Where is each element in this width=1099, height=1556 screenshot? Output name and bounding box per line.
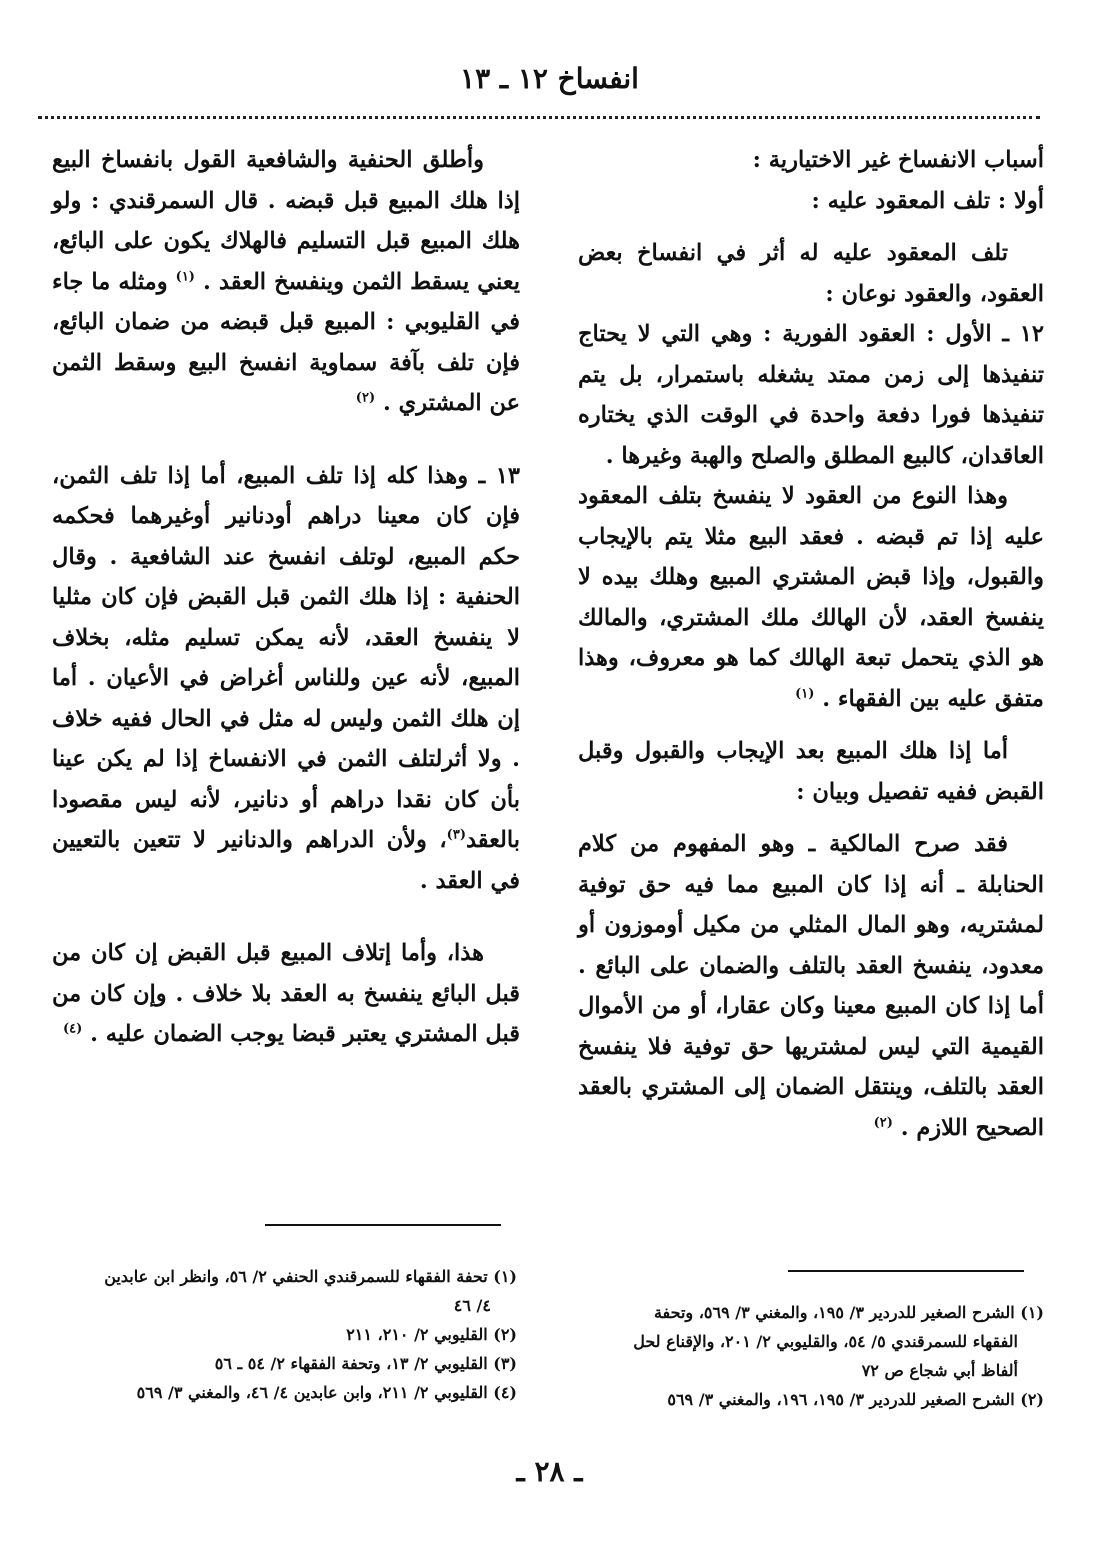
footnote-ref: (١) — [175, 269, 195, 284]
page-number: ـ ٢٨ ـ — [516, 1455, 583, 1488]
right-column — [578, 140, 1044, 1148]
paragraph: فقد صرح المالكية ـ وهو المفهوم من كلام الحنابلة ـ أنه إذا كان المبيع مما فيه حق توفية لمشتريه، وهو المال المثلي من مكيل أوموزون أو معدود، ينفسخ العقد بالتلف والضمان على البائع . أما إذا كان المبيع معينا وكان عقارا، أو من الأموال القيمية التي ليس لمشتريها حق توفية فلا ينفسخ العقد بالتلف، وينتقل الضمان إلى المشتري بالعقد الصحيح اللازم . $^{(٢)}$ — [578, 831, 1044, 1141]
section-heading: أسباب الانفساخ غير الاختيارية : — [752, 147, 1044, 173]
footnote: (٣) القليوبي ٢/ ١٣، وتحفة الفقهاء ٢/ ٥٤ ـ ٥٦ — [214, 1354, 517, 1373]
paragraph: تلف المعقود عليه له أثر في انفساخ بعض العقود، والعقود نوعان : — [578, 240, 1044, 307]
footnote-ref: (١) — [795, 686, 815, 701]
footnote-divider — [265, 1224, 501, 1226]
footnote-ref: (٤) — [62, 1021, 83, 1037]
paragraph: وأطلق الحنفية والشافعية القول بانفساخ البيع إذا هلك المبيع قبل قبضه . قال السمرقندي : ولو هلك المبيع قبل التسليم فالهلاك يكون على البائع، يعني يسقط الثمن وينفسخ العقد . $^{(١)}$ ومثله ما جاء في القليوبي : المبيع قبل قبضه من ضمان البائع، فإن تلف بآفة سماوية انفسخ البيع وسقط الثمن عن المشتري . $^{(٢)}$ — [52, 147, 520, 416]
footnote: الفقهاء للسمرقندي ٥/ ٥٤، والقليوبي ٢/ ٢٠١، والإقناع لحل — [633, 1332, 1018, 1351]
header-divider — [38, 116, 1040, 119]
footnote: (١) تحفة الفقهاء للسمرقندي الحنفي ٢/ ٥٦، وانظر ابن عابدين — [104, 1267, 517, 1286]
paragraph: وهذا النوع من العقود لا ينفسخ بتلف المعقود عليه إذا تم قبضه . فعقد البيع مثلا يتم بالإيجاب والقبول، وإذا قبض المشتري المبيع وهلك بيده لا ينفسخ العقد، لأن الهالك ملك المشتري، والمالك هو الذي يتحمل تبعة الهالك كما هو معروف، وهذا متفق عليه بين الفقهاء . $^{(١)}$ — [578, 483, 1044, 712]
subsection-heading: أولا : تلف المعقود عليه : — [811, 187, 1044, 214]
footnote-ref: (٢) — [355, 390, 376, 406]
footnotes-right — [582, 1298, 1044, 1414]
left-column — [52, 140, 520, 1055]
paragraph-13: ١٣ ـ وهذا كله إذا تلف المبيع، أما إذا تلف الثمن، فإن كان معينا دراهم أودنانير أوغيرهما فحكمه حكم المبيع، لوتلف انفسخ عند الشافعية . وقال الحنفية : إذا هلك الثمن قبل القبض فإن كان مثليا لا ينفسخ العقد، لأنه يمكن تسليم مثله، بخلاف المبيع، لأنه عين وللناس أغراض في الأعيان . أما إن هلك الثمن وليس له مثل في الحال ففيه خلاف . ولا أثرلتلف الثمن في الانفساخ إذا لم يكن عينا بأن كان نقدا دراهم أو دنانير، لأنه ليس مقصودا بالعقد$^{(٣)}$، ولأن الدراهم والدنانير لا تتعين بالتعيين في العقد . — [52, 462, 520, 894]
footnote-divider — [788, 1270, 1024, 1272]
footnotes-left — [52, 1262, 517, 1407]
paragraph: هذا، وأما إتلاف المبيع قبل القبض إن كان من قبل البائع ينفسخ به العقد بلا خلاف . وإن كان من قبل المشتري يعتبر قبضا يوجب الضمان عليه . $^{(٤)}$ — [52, 940, 520, 1047]
footnote: (٢) الشرح الصغير للدردير ٣/ ١٩٥، ١٩٦، والمغني ٣/ ٥٦٩ — [667, 1390, 1044, 1409]
footnote-ref: (٣) — [446, 827, 466, 843]
page-header: انفساخ ١٢ ـ ١٣ — [460, 62, 639, 95]
footnote: ألفاظ أبي شجاع ص ٧٢ — [861, 1361, 1018, 1380]
paragraph: أما إذا هلك المبيع بعد الإيجاب والقبول وقبل القبض ففيه تفصيل وبيان : — [578, 738, 1044, 805]
footnote: (٤) القليوبي ٢/ ٢١١، وابن عابدين ٤/ ٤٦، والمغني ٣/ ٥٦٩ — [136, 1383, 517, 1402]
footnote-ref: (٢) — [873, 1115, 893, 1130]
footnote: (١) الشرح الصغير للدردير ٣/ ١٩٥، والمغني ٣/ ٥٦٩، وتحفة — [653, 1303, 1044, 1322]
footnote: (٢) القليوبي ٢/ ٢١٠، ٢١١ — [346, 1325, 517, 1344]
footnote: ٤/ ٤٦ — [453, 1296, 491, 1315]
paragraph-12: ١٢ ـ الأول : العقود الفورية : وهي التي لا يحتاج تنفيذها إلى زمن ممتد يشغله باستمرار، بل يتم تنفيذها فورا دفعة واحدة في الوقت الذي يختاره العاقدان، كالبيع المطلق والصلح والهبة وغيرها . — [578, 321, 1044, 469]
